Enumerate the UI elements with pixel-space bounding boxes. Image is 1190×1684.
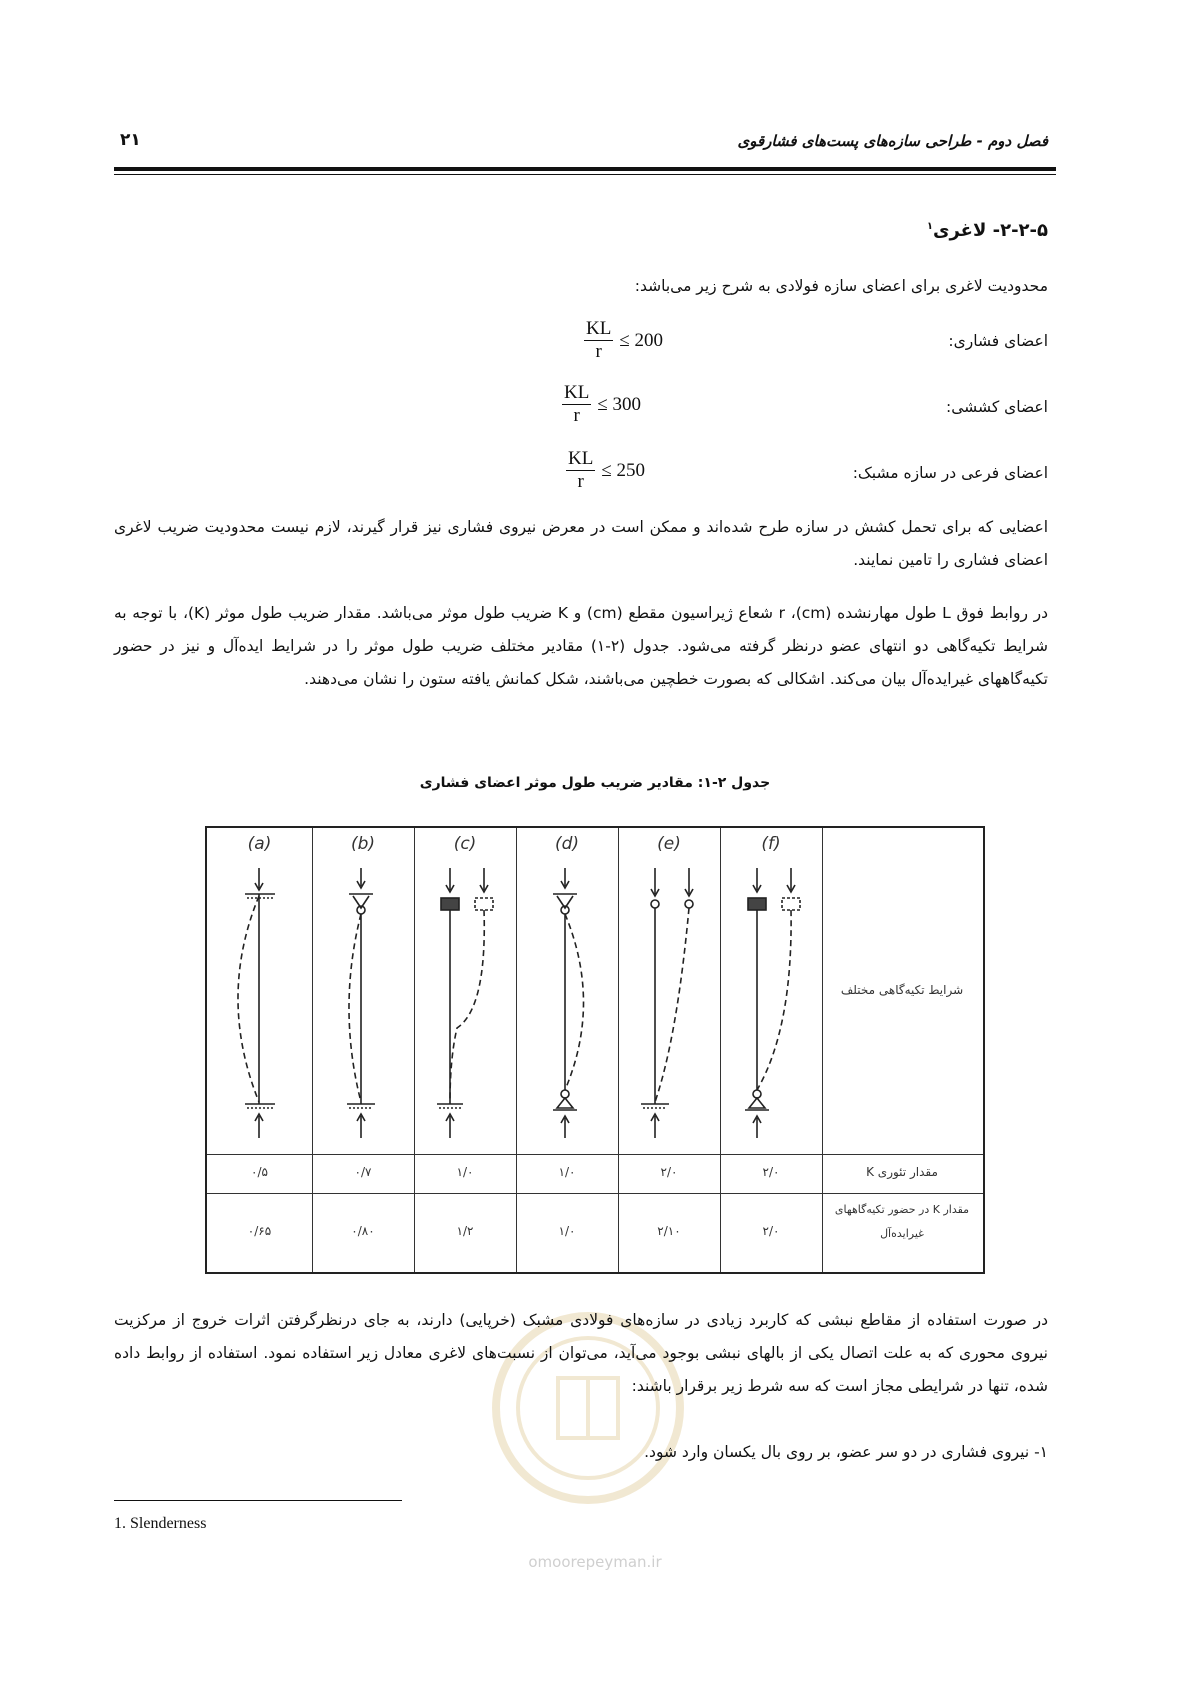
footnote-text: 1. Slenderness	[114, 1515, 207, 1532]
formula-tension	[562, 382, 641, 427]
formula-compression	[584, 318, 663, 363]
k-recommended-e: ۲/۱۰	[657, 1224, 681, 1238]
k-recommended-c: ۱/۲	[456, 1224, 474, 1238]
formula-relation: ≤ 250	[601, 459, 646, 481]
formula-relation: ≤ 200	[619, 329, 664, 351]
section-heading	[927, 220, 1048, 241]
chapter-title: فصل دوم - طراحی سازه‌های پست‌های فشارقوی	[737, 132, 1048, 150]
row-header-support-conditions: شرایط تکیه‌گاهی مختلف	[840, 983, 964, 997]
k-recommended-f: ۲/۰	[762, 1224, 780, 1238]
row-header-theoretical-k: مقدار تئوری K	[866, 1165, 938, 1179]
column-label-f: (f)	[761, 834, 781, 854]
watermark-text: omoorepeyman.ir	[528, 1553, 662, 1571]
paragraph-tension-members: اعضایی که برای تحمل کشش در سازه طرح شده‌اند و ممکن است در معرض نیروی فشاری نیز قرار گیرند، لازم نیست محدودیت ضریب لاغری اعضای فشاری را تامین نمایند.	[114, 518, 1048, 569]
formula-secondary	[566, 448, 645, 493]
k-theoretical-b: ۰/۷	[354, 1165, 372, 1179]
formula-label-secondary: اعضای فرعی در سازه مشبک:	[852, 464, 1048, 482]
k-recommended-a: ۰/۶۵	[247, 1224, 272, 1238]
section-heading-text: ۲-۲-۵- لاغری	[932, 220, 1048, 241]
header-rule-thin	[114, 174, 1056, 175]
table-caption: جدول ۲-۱: مقادیر ضریب طول موثر اعضای فشاری	[419, 775, 771, 791]
intro-text: محدودیت لاغری برای اعضای سازه فولادی به شرح زیر می‌باشد:	[634, 277, 1048, 295]
k-theoretical-a: ۰/۵	[251, 1165, 268, 1179]
k-theoretical-d: ۱/۰	[558, 1165, 576, 1179]
k-theoretical-f: ۲/۰	[762, 1165, 780, 1179]
column-label-a: (a)	[247, 834, 272, 854]
paragraph-angle-sections: در صورت استفاده از مقاطع نبشی که کاربرد زیادی در سازه‌های فولادی مشبک (خرپایی) دارند، به جای درنظرگرفتن اثرات خروج از مرکزیت نیروی محوری که به علت اتصال یکی از بالهای نبشی بوجود می‌آید، می‌توان از نسبت‌های لاغری معادل زیر استفاده نمود. استفاده از روابط داده شده، تنها در شرایطی مجاز است که سه شرط زیر برقرار باشند:	[114, 1311, 1048, 1395]
k-recommended-b: ۰/۸۰	[351, 1224, 375, 1238]
formula-label-compression: اعضای فشاری:	[948, 332, 1048, 350]
footnote-ref: ۱	[926, 221, 933, 232]
formula-relation: ≤ 300	[597, 393, 642, 415]
fraction: $\frac{KL}{r}$	[564, 382, 590, 426]
column-label-b: (b)	[350, 834, 376, 854]
column-label-d: (d)	[554, 834, 580, 854]
footnote-rule	[114, 1500, 402, 1501]
fraction: $\frac{KL}{r}$	[568, 448, 594, 492]
column-label-e: (e)	[657, 834, 681, 854]
k-theoretical-e: ۲/۰	[660, 1165, 678, 1179]
header-rule-thick	[114, 167, 1056, 171]
page-number: ۲۱	[120, 130, 141, 150]
row-header-recommended-k: مقدار K در حضور تکیه‌گاههای غیرایده‌آل	[834, 1203, 970, 1240]
list-item-1: ۱- نیروی فشاری در دو سر عضو، بر روی بال یکسان وارد شود.	[644, 1443, 1048, 1461]
k-factor-table	[205, 826, 985, 1274]
formula-label-tension: اعضای کششی:	[946, 398, 1048, 416]
k-recommended-d: ۱/۰	[558, 1224, 576, 1238]
paragraph-effective-length: در روابط فوق L طول مهارنشده (cm)، r شعاع ژیراسیون مقطع (cm) و K ضریب طول موثر می‌باشد. مقدار ضریب طول موثر (K)، با توجه به شرایط تکیه‌گاهی دو انتهای عضو درنظر گرفته می‌شود. جدول (۲-۱) مقادیر مختلف ضریب طول موثر را در شرایط ایده‌آل و نیز در حضور تکیه‌گاههای غیرایده‌آل بیان می‌کند. اشکالی که بصورت خطچین می‌باشند، شکل کمانش یافته ستون را نشان می‌دهند.	[114, 604, 1049, 688]
k-theoretical-c: ۱/۰	[456, 1165, 474, 1179]
fraction: $\frac{KL}{r}$	[586, 318, 612, 362]
column-label-c: (c)	[453, 834, 477, 854]
